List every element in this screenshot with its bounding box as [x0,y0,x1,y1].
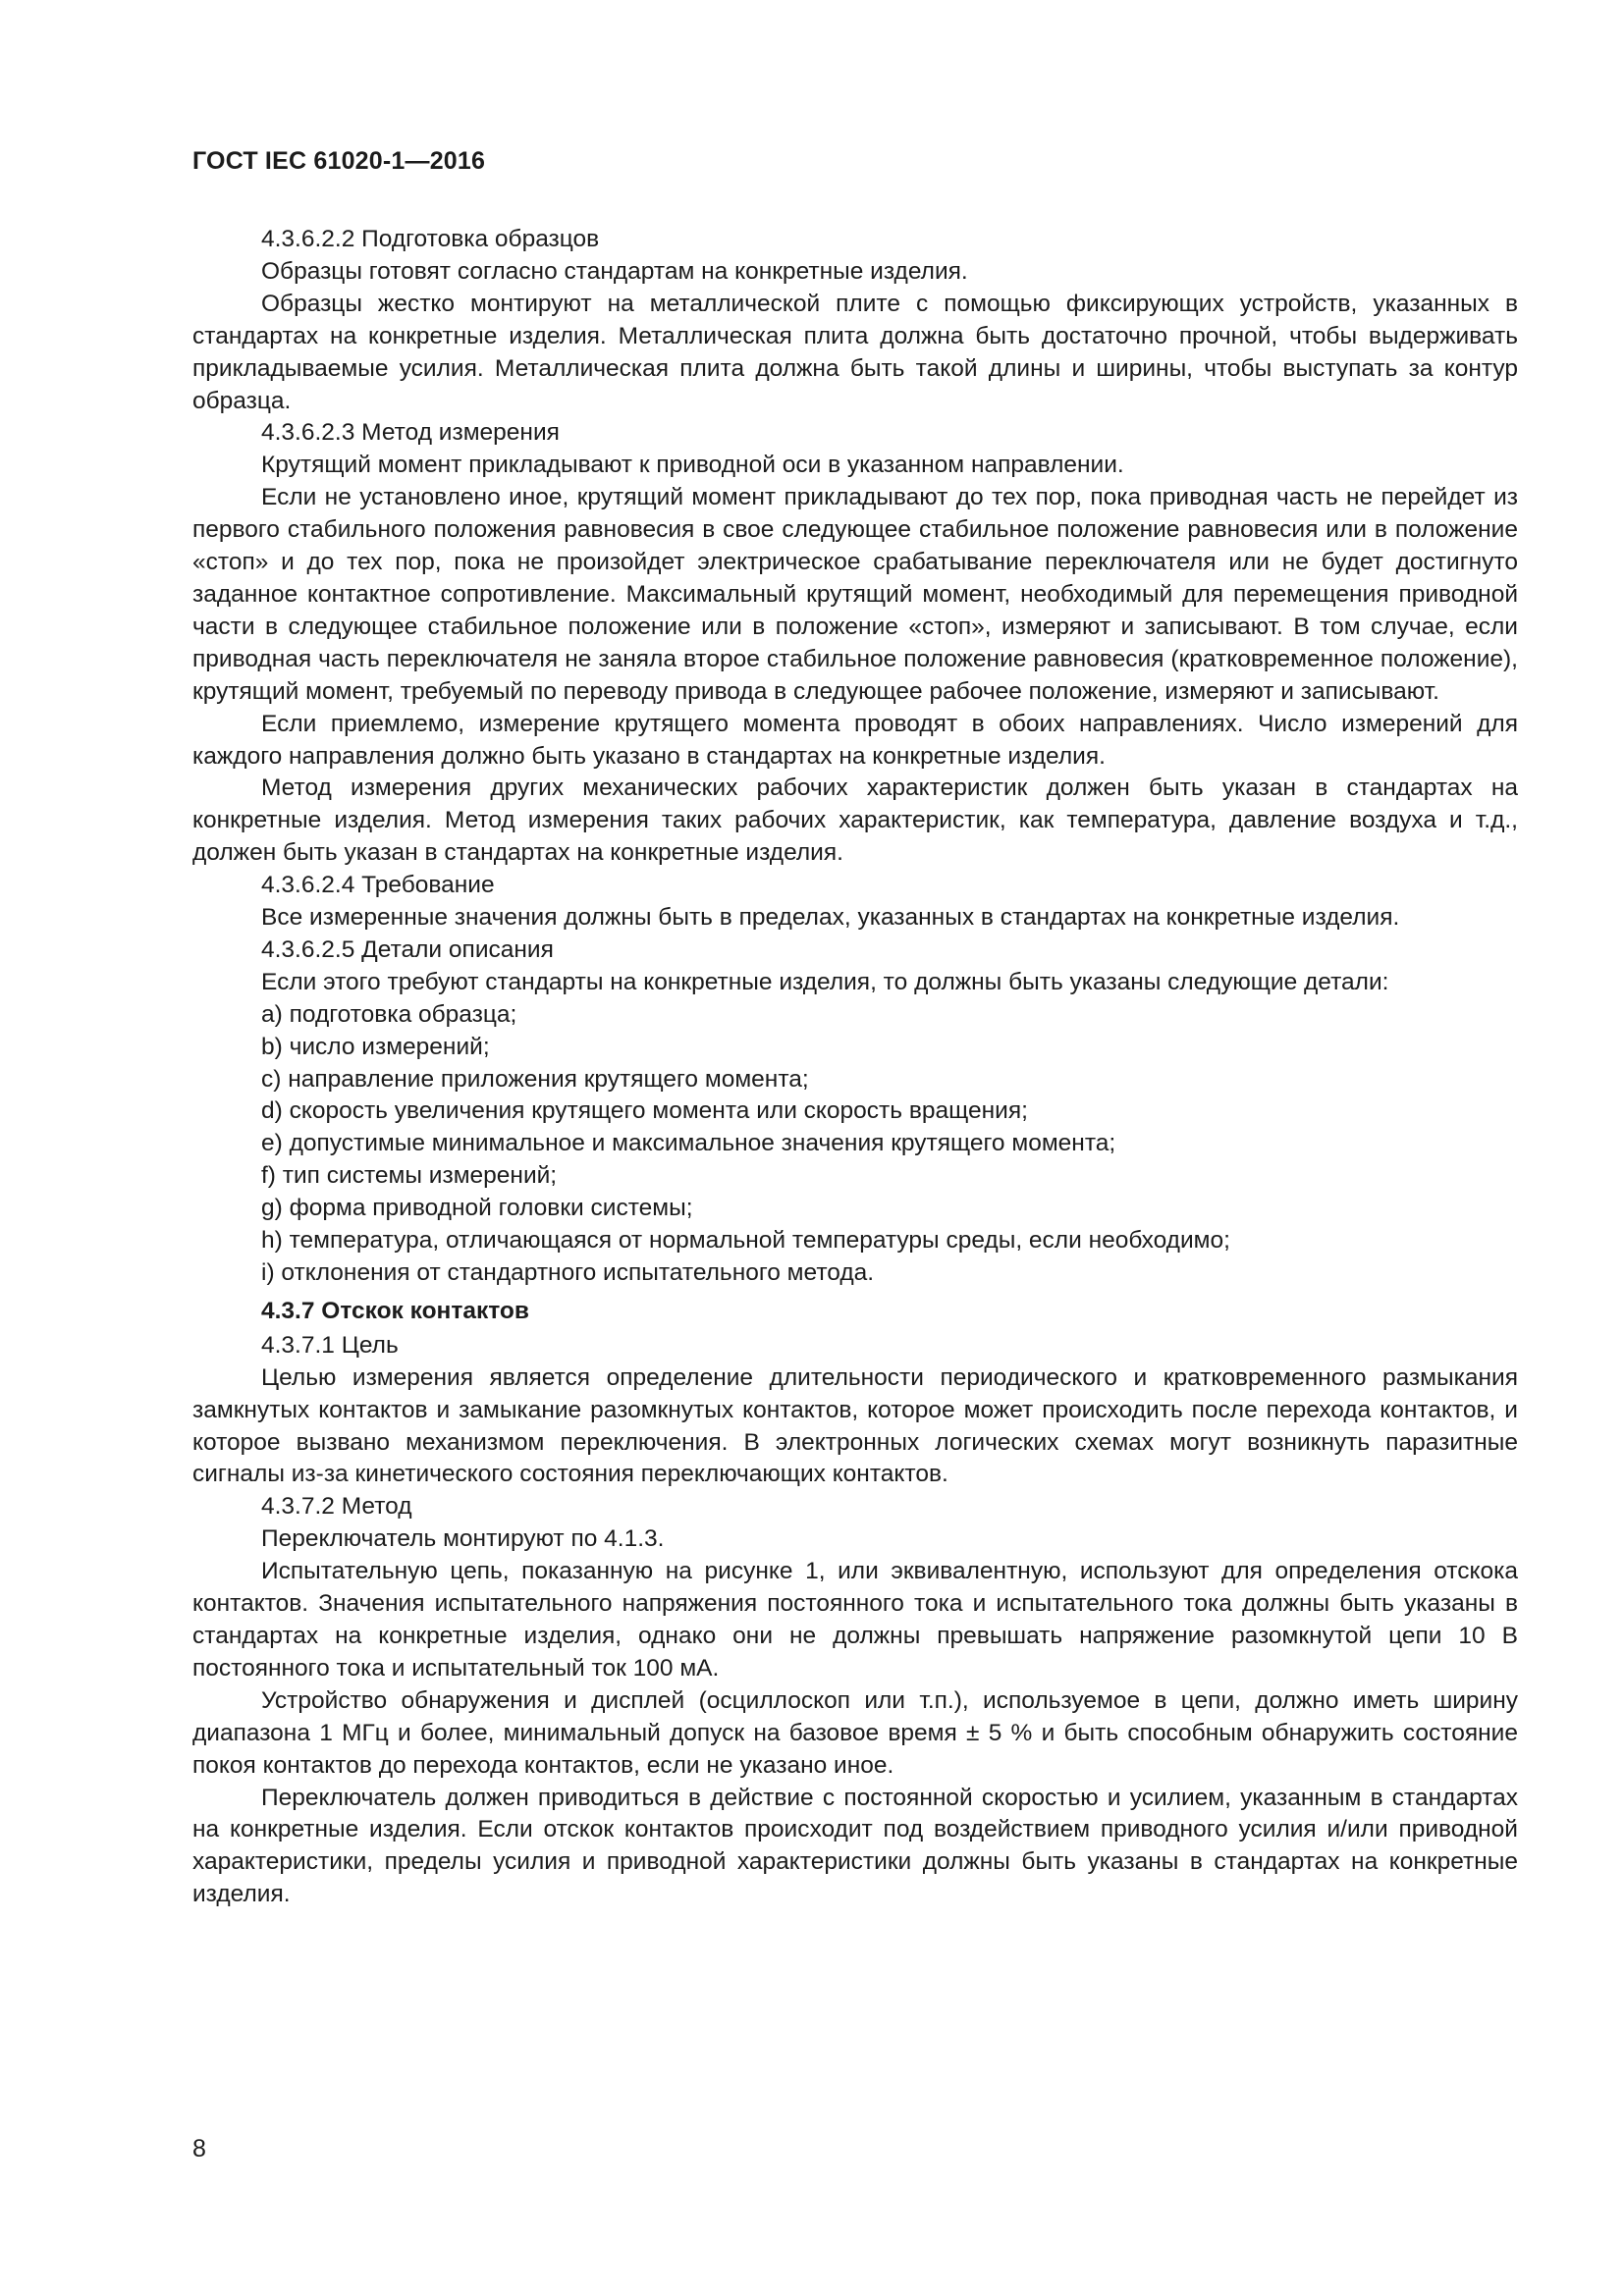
list-item: i) отклонения от стандартного испытательного метода. [261,1259,875,1286]
list-item: h) температура, отличающаяся от нормальной температуры среды, если необходимо; [261,1227,1230,1255]
subsection-title: 4.3.6.2.4 Требование [261,872,495,899]
paragraph: Все измеренные значения должны быть в пределах, указанных в стандартах на конкретные изделия. [261,904,1400,932]
subsection-title: 4.3.7.1 Цель [261,1331,399,1359]
paragraph: Если не установлено иное, крутящий момент прикладывают до тех пор, пока приводная часть не перейдет из первого стабильного положения равновесия в свое следующее стабильное положение равновесия или в положение «стоп» и до тех пор, пока не произойдет электрическое срабатывание переключателя или не будет достигнуто заданное контактное сопротивление. Максимальный крутящий момент, необходимый для перемещения приводной части в следующее стабильное положение или в положение «стоп», измеряют и записывают. В том случае, если приводная часть переключателя не заняла второе стабильное положение равновесия (кратковременное положение), крутящий момент, требуемый по переводу привода в следующее рабочее положение, измеряют и записывают. [192,484,1518,705]
subsection-title: 4.3.7.2 Метод [261,1493,412,1521]
page-number: 8 [192,2135,206,2163]
document-body [192,224,1518,1911]
subsection-title: 4.3.6.2.5 Детали описания [261,935,554,963]
list-item: b) число измерений; [261,1033,490,1060]
list-item: d) скорость увеличения крутящего момента или скорость вращения; [261,1097,1028,1125]
paragraph: Если приемлемо, измерение крутящего момента проводят в обоих направлениях. Число измерений для каждого направления должно быть указано в стандартах на конкретные изделия. [192,710,1518,770]
subsection-title: 4.3.6.2.3 Метод измерения [261,419,560,447]
list-item: a) подготовка образца; [261,1000,517,1028]
paragraph: Крутящий момент прикладывают к приводной оси в указанном направлении. [261,452,1124,479]
paragraph: Образцы жестко монтируют на металлической плите с помощью фиксирующих устройств, указанных в стандартах на конкретные изделия. Металлическая плита должна быть достаточно прочной, чтобы выдерживать прикладываемые усилия. Металлическая плита должна быть такой длины и ширины, чтобы выступать за контур образца. [192,290,1518,414]
paragraph: Метод измерения других механических рабочих характеристик должен быть указан в стандартах на конкретные изделия. Метод измерения таких рабочих характеристик, как температура, давление воздуха и т.д., должен быть указан в стандартах на конкретные изделия. [192,774,1518,867]
list-item: c) направление приложения крутящего момента; [261,1065,809,1093]
paragraph: Переключатель должен приводиться в действие с постоянной скоростью и усилием, указанным в стандартах на конкретные изделия. Если отскок контактов происходит под воздействием приводного усилия и/или приводной характеристики, пределы усилия и приводной характеристики должны быть указаны в стандартах на конкретные изделия. [192,1784,1518,1908]
list-item: f) тип системы измерений; [261,1162,558,1190]
paragraph: Целью измерения является определение длительности периодического и кратковременного размыкания замкнутых контактов и замыкание разомкнутых контактов, которое может происходить после перехода контактов, и которое вызвано механизмом переключения. В электронных логических схемах могут возникнуть паразитные сигналы из-за кинетического состояния переключающих контактов. [192,1363,1518,1488]
paragraph: Переключатель монтируют по 4.1.3. [261,1525,665,1553]
section-heading: 4.3.7 Отскок контактов [261,1297,529,1324]
paragraph: Образцы готовят согласно стандартам на конкретные изделия. [261,257,968,285]
subsection-title: 4.3.6.2.2 Подготовка образцов [261,226,600,252]
paragraph: Если этого требуют стандарты на конкретные изделия, то должны быть указаны следующие детали: [261,968,1389,995]
paragraph: Испытательную цепь, показанную на рисунке 1, или эквивалентную, используют для определения отскока контактов. Значения испытательного напряжения постоянного тока и испытательного тока должны быть указаны в стандартах на конкретные изделия, однако они не должны превышать напряжение разомкнутой цепи 10 В постоянного тока и испытательный ток 100 мА. [192,1558,1518,1682]
list-item: e) допустимые минимальное и максимальное значения крутящего момента; [261,1130,1116,1157]
paragraph: Устройство обнаружения и дисплей (осциллоскоп или т.п.), используемое в цепи, должно иметь ширину диапазона 1 МГц и более, минимальный допуск на базовое время ± 5 % и быть способным обнаружить состояние покоя контактов до перехода контактов, если не указано иное. [192,1686,1518,1779]
document-header: ГОСТ IEC 61020-1—2016 [192,147,486,175]
list-item: g) форма приводной головки системы; [261,1195,693,1222]
